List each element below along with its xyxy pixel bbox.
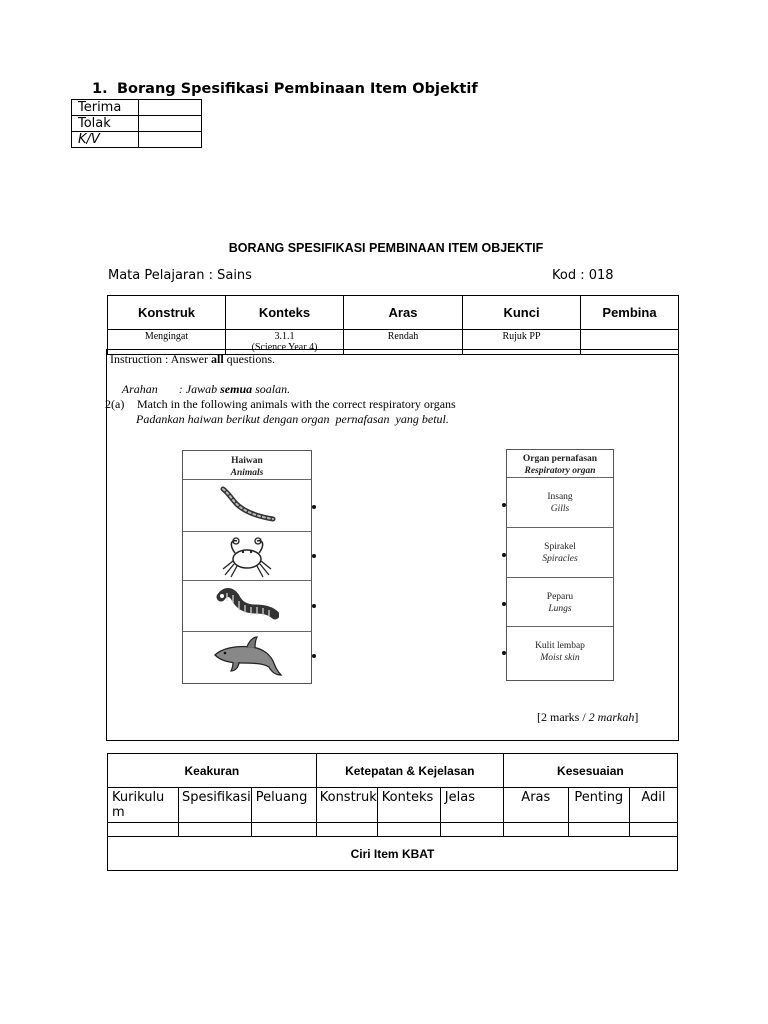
evaluation-criteria-row — [108, 788, 678, 823]
criterion-konstruk: Konstruk — [316, 788, 377, 823]
criterion-jelas: Jelas — [440, 788, 503, 823]
evaluation-group-row — [108, 754, 678, 788]
animal-row-divider — [183, 531, 311, 532]
animal-match-dot[interactable] — [312, 505, 316, 509]
check-cell[interactable] — [568, 823, 629, 837]
question-english: Match in the following animals with the correct respiratory organs — [137, 397, 456, 411]
instruction-suffix: questions. — [223, 352, 276, 366]
group-keakuran: Keakuran — [108, 754, 317, 788]
animals-header — [183, 455, 311, 479]
check-cell[interactable] — [503, 823, 568, 837]
marks-italic: 2 markah — [588, 710, 635, 724]
status-row — [72, 100, 202, 116]
check-cell[interactable] — [251, 823, 316, 837]
evaluation-table — [107, 753, 678, 871]
criterion-aras: Aras — [503, 788, 568, 823]
subject-code: Kod : 018 — [552, 268, 614, 283]
marks-prefix: [2 marks / — [537, 710, 589, 724]
group-kesesuaian: Kesesuaian — [503, 754, 677, 788]
question-number: 2(a) — [105, 397, 125, 411]
animal-row-divider — [183, 631, 311, 632]
organ-moist-skin — [507, 640, 613, 664]
organs-header-english: Respiratory organ — [524, 466, 596, 476]
animal-match-dot[interactable] — [312, 604, 316, 608]
animals-header-malay: Haiwan — [231, 456, 263, 466]
konteks-note: (Science Year 4) — [251, 342, 318, 353]
konteks-code: 3.1.1 — [274, 331, 295, 342]
organ-lungs-english: Lungs — [548, 604, 572, 614]
organ-moist-skin-english: Moist skin — [540, 653, 580, 663]
question-malay: Padankan haiwan berikut dengan organ pernafasan yang betul. — [136, 412, 449, 426]
organ-spiracles-english: Spiracles — [542, 554, 578, 564]
section-heading — [92, 81, 478, 97]
organ-lungs-malay: Peparu — [546, 592, 574, 602]
organ-match-dot[interactable] — [502, 503, 506, 507]
status-check-cell[interactable] — [139, 132, 202, 148]
section-number: 1. — [92, 81, 108, 97]
section-title: Borang Spesifikasi Pembinaan Item Objektif — [117, 81, 478, 97]
criterion-spesifikasi: Spesifikasi — [179, 788, 252, 823]
status-label: Terima — [72, 100, 139, 116]
subject-label: Mata Pelajaran : Sains — [108, 268, 252, 283]
spec-header-row — [108, 296, 679, 330]
check-cell[interactable] — [629, 823, 677, 837]
organ-row-divider — [507, 527, 613, 528]
spec-value-kunci: Rujuk PP — [463, 330, 581, 355]
organ-row-divider — [507, 577, 613, 578]
status-label: K/V — [72, 132, 139, 148]
organ-match-dot[interactable] — [502, 553, 506, 557]
animals-header-english: Animals — [230, 468, 264, 478]
organ-gills-malay: Insang — [547, 492, 573, 502]
criterion-peluang: Peluang — [251, 788, 316, 823]
check-cell[interactable] — [108, 823, 179, 837]
organ-spiracles — [507, 541, 613, 565]
organ-row-divider — [507, 477, 613, 478]
animal-match-dot[interactable] — [312, 554, 316, 558]
arahan-prefix: Arahan : Jawab — [121, 382, 221, 396]
organ-moist-skin-malay: Kulit lembap — [535, 641, 585, 651]
kbat-label: Ciri Item KBAT — [108, 837, 678, 871]
spec-header-konstruk: Konstruk — [108, 296, 226, 330]
marks-label — [537, 710, 638, 725]
animal-match-dot[interactable] — [312, 654, 316, 658]
organ-match-dot[interactable] — [502, 651, 506, 655]
spec-header-kunci: Kunci — [463, 296, 581, 330]
organ-spiracles-malay: Spirakel — [544, 542, 576, 552]
evaluation-footer-row — [108, 837, 678, 871]
check-cell[interactable] — [377, 823, 440, 837]
marks-suffix: ] — [634, 710, 639, 724]
organ-gills-english: Gills — [550, 504, 570, 514]
form-title: BORANG SPESIFIKASI PEMBINAAN ITEM OBJEKTIF — [228, 241, 544, 255]
arahan-bold: semua — [220, 382, 253, 396]
caterpillar-icon — [215, 585, 279, 625]
arahan-suffix: soalan. — [252, 382, 291, 396]
group-ketepatan: Ketepatan & Kejelasan — [316, 754, 503, 788]
instruction-line — [110, 352, 275, 367]
instruction-bold: all — [211, 352, 224, 366]
organ-lungs — [507, 591, 613, 615]
dolphin-icon — [211, 633, 287, 679]
evaluation-check-row — [108, 823, 678, 837]
crab-icon — [219, 535, 275, 579]
organs-header-malay: Organ pernafasan — [522, 454, 598, 464]
animal-row-divider — [183, 479, 311, 480]
status-check-cell[interactable] — [139, 116, 202, 132]
status-check-cell[interactable] — [139, 100, 202, 116]
spec-value-aras: Rendah — [344, 330, 463, 355]
criterion-penting: Penting — [568, 788, 629, 823]
criterion-kurikulum: Kurikulum — [108, 788, 179, 823]
spec-header-pembina: Pembina — [581, 296, 679, 330]
status-row — [72, 132, 202, 148]
spec-header-aras: Aras — [344, 296, 463, 330]
animal-row-divider — [183, 580, 311, 581]
criterion-konteks: Konteks — [377, 788, 440, 823]
organs-column — [506, 449, 614, 681]
spec-value-konstruk: Mengingat — [108, 330, 226, 355]
instruction-prefix: Instruction : Answer — [110, 352, 211, 366]
organ-match-dot[interactable] — [502, 602, 506, 606]
criterion-adil: Adil — [629, 788, 677, 823]
check-cell[interactable] — [440, 823, 503, 837]
spec-header-konteks: Konteks — [226, 296, 344, 330]
worm-icon — [217, 485, 277, 525]
organ-gills — [507, 491, 613, 515]
organ-row-divider — [507, 626, 613, 627]
status-row — [72, 116, 202, 132]
status-label: Tolak — [72, 116, 139, 132]
organs-header — [507, 453, 613, 477]
status-table — [71, 99, 202, 148]
animals-column — [182, 450, 312, 684]
spec-table — [107, 295, 679, 355]
check-cell[interactable] — [179, 823, 252, 837]
check-cell[interactable] — [316, 823, 377, 837]
